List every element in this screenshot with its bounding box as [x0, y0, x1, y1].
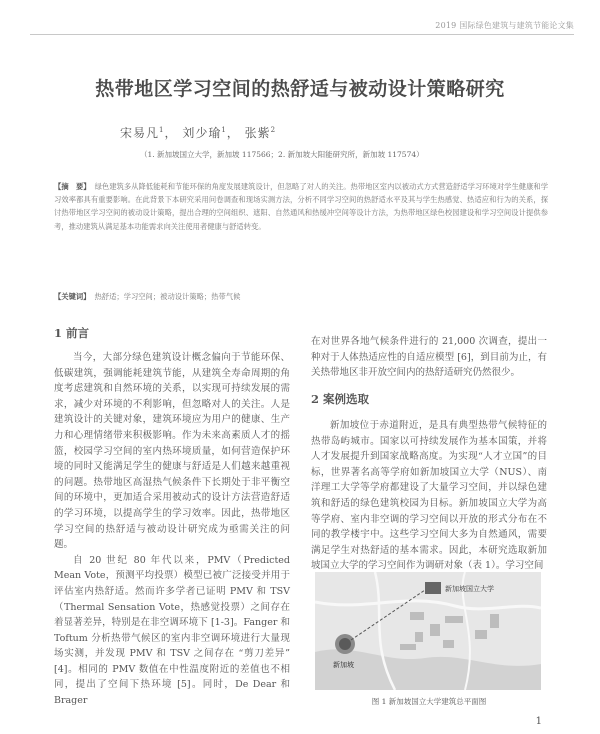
author-name: 宋易凡: [120, 126, 160, 140]
author-affil-mark: 1: [159, 126, 165, 134]
section-heading-case-selection: 2 案例选取: [311, 392, 370, 406]
map-label-singapore: 新加坡: [333, 661, 354, 669]
author-list: 宋易凡$^1$， 刘少瑜$^1$， 张紫$^2$: [120, 126, 277, 140]
keywords-text: 热舒适；学习空间；被动设计策略；热带气候: [94, 292, 241, 301]
author-affil-mark: 1: [221, 126, 227, 134]
author-name: 刘少瑜: [182, 126, 222, 140]
paragraph: 新加坡位于赤道附近，是具有典型热带气候特征的热带岛屿城市。国家以可持续发展作为基本国策，并将人才发展提升到国家战略高度。为实现“人才立国”的目标，世界著名高等学府如新加坡国立大学（NUS）、南洋理工大学等学府都建设了大量学习空间，并以绿色建筑和舒适的绿色建筑校园为目标。新加坡国立大学为高等学府、室内非空调的学习空间以开放的形式分布在不同的教学楼宇中。这些学习空间大多为自然通风，需要满足学生对热舒适的基本需求。因此，本研究选取新加坡国立大学的学习空间作为调研对象（表 1）。学习空间: [311, 420, 547, 572]
paragraph-continued: 在对世界各地气候条件进行的 21,000 次调查，提出一种对于人体热适应性的自适应模型 [6]，到目前为止，有关热带地区非开放空间内的热舒适研究仍然很少。: [311, 336, 547, 379]
author-name: 张紫: [244, 126, 271, 140]
running-header: 2019 国际绿色建筑与建筑节能论文集: [435, 21, 574, 30]
map-label-campus: 新加坡国立大学: [445, 585, 494, 593]
abstract-label: 【摘 要】: [54, 182, 91, 191]
keywords-label: 【关键词】: [54, 292, 91, 301]
keywords: [54, 292, 548, 302]
paper-title: 热带地区学习空间的热舒适与被动设计策略研究: [95, 78, 505, 100]
case-selection-body: [311, 418, 547, 574]
paragraph: 当今，大部分绿色建筑设计概念偏向于节能环保、低碳建筑，强调能耗建筑节能，从建筑全寿命周期的角度考虑建筑和自然环境的关系，以实现可持续发展的需求，减少对环境的不利影响，但忽略对人的关注。人是建筑设计的关键对象，建筑环境应为用户的健康、生产力和心理情绪带来积极影响。作为未来高素质人才的摇篮，校园学习空间的室内热环境质量，如何营造保护环境的同时又能满足学生的健康与舒适是人们越来越重视的问题。热带地区高湿热气候条件下长期处于非平衡空间的环境中，更加适合采用被动式的设计方法营造舒适的学习环境，以提高学生的学习效率。因此，热带地区学习空间的热舒适与被动设计研究成为亟需关注的问题。: [54, 352, 290, 551]
author-affil-mark: 2: [270, 126, 277, 134]
abstract: [54, 180, 548, 233]
paragraph: 自 20 世纪 80 年代以来，PMV（Predicted Mean Vote，预测平均投票）模型已被广泛接受并用于评估室内热舒适。然而许多学者已证明 PMV 和 TSV（Thermal Sensation Vote，热感觉投票）之间存在着显著差异，特别是在非空调环境下 [1-3]。Fanger 和 Toftum 分析热带气候区的室内非空调环境进行大量现场实测，并发现 PMV 和 TSV 之间存在 “剪刀差异” [4]。相同的 PMV 数值在中性温度附近的差值也不相同，提出了空间下热环境 [5]。同时，De Dear 和 Brager: [54, 554, 290, 707]
campus-site-plan-figure: [315, 572, 541, 690]
affiliations: （1. 新加坡国立大学，新加坡 117566；2. 新加坡大阳能研究所，新加坡 117574）: [140, 150, 424, 159]
page-number: 1: [535, 716, 542, 727]
header-divider: [30, 34, 574, 35]
introduction-body: [54, 350, 290, 709]
section-heading-introduction: 1 前言: [54, 326, 90, 340]
figure-caption: 图 1 新加坡国立大学建筑总平面图: [371, 697, 487, 706]
abstract-text: 绿色建筑多从降低能耗和节能环保的角度发展建筑设计，但忽略了对人的关注。热带地区室内以被动式方式营造舒适学习环境对学生健康和学习效率都具有重要影响。在此背景下本研究采用问卷调查和现场实测方法，分析不同学习空间的热舒适水平及其与学生热感觉、热适应和行为的关系，探讨热带地区学习空间的被动设计策略，提出合理的空间组织、遮阳、自然通风和热缓冲空间等设计方法，为热带地区绿色校园建设和学习空间设计提供参考，推动建筑从满足基本功能需求向关注使用者健康与舒适转变。: [54, 182, 549, 231]
